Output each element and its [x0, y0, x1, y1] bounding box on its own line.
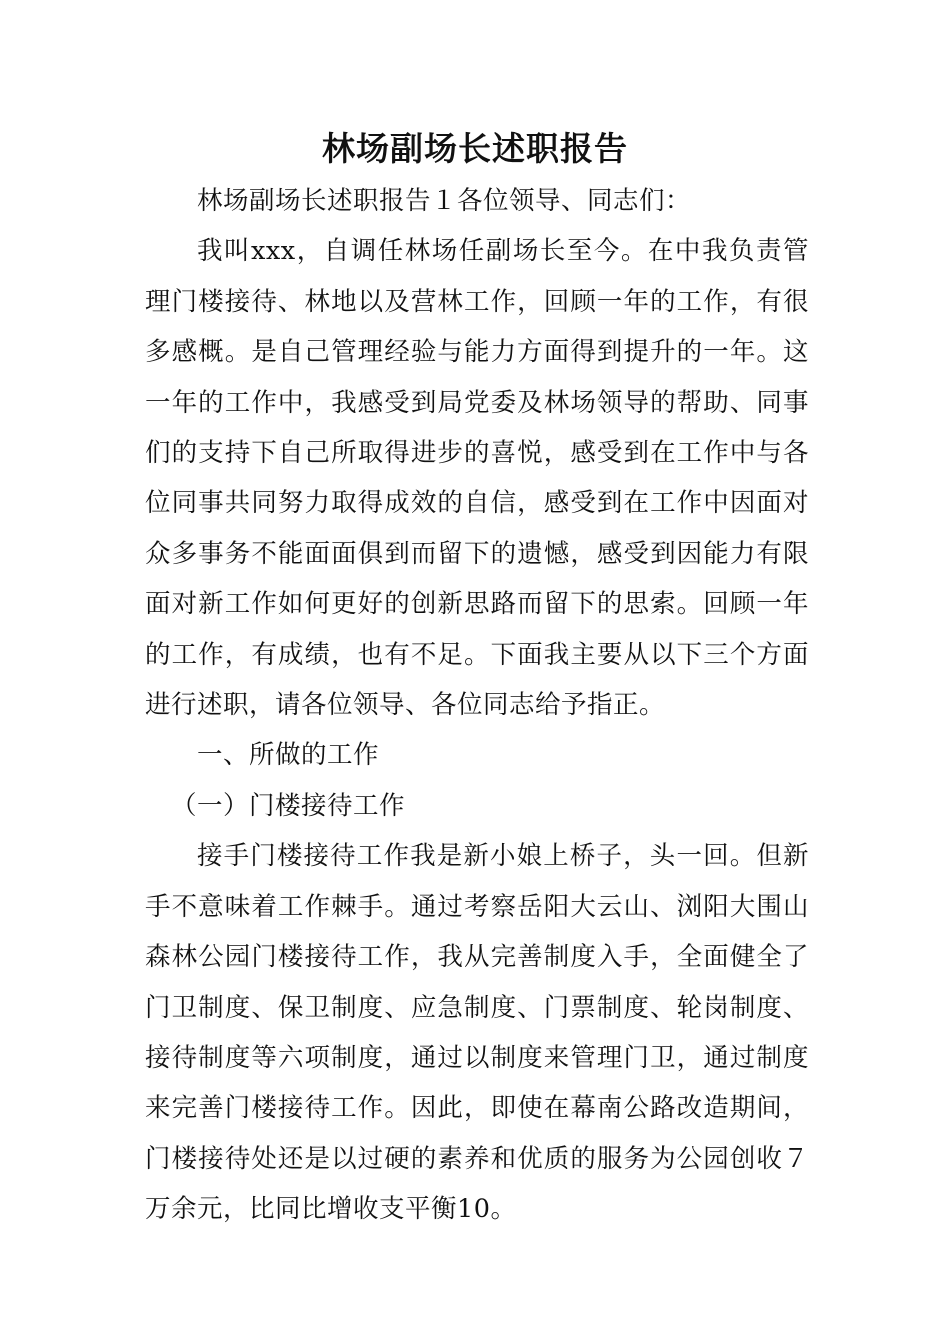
- section-heading-work-done: 一、所做的工作: [197, 740, 380, 771]
- subsection-heading-gate-reception: （一）门楼接待工作: [171, 790, 406, 821]
- document-body: [145, 176, 809, 1235]
- salutation-paragraph: 林场副场长述职报告１各位领导、同志们：: [197, 186, 692, 216]
- gate-reception-paragraph: 接手门楼接待工作我是新小娘上桥子，头一回。但新手不意味着工作棘手。通过考察岳阳大云山、浏阳大围山森林公园门楼接待工作，我从完善制度入手，全面健全了门卫制度、保卫制度、应急制度、门票制度、轮岗制度、接待制度等六项制度，通过以制度来管理门卫，通过制度来完善门楼接待工作。因此，即使在幕南公路改造期间，门楼接待处还是以过硬的素养和优质的服务为公园创收７万余元，比同比增收支平衡10。: [145, 841, 809, 1225]
- intro-paragraph: 我叫xxx，自调任林场任副场长至今。在中我负责管理门楼接待、林地以及营林工作，回顾一年的工作，有很多感概。是自己管理经验与能力方面得到提升的一年。这一年的工作中，我感受到局党委及林场领导的帮助、同事们的支持下自己所取得进步的喜悦，感受到在工作中与各位同事共同努力取得成效的自信，感受到在工作中因面对众多事务不能面面俱到而留下的遗憾，感受到因能力有限面对新工作如何更好的创新思路而留下的思索。回顾一年的工作，有成绩，也有不足。下面我主要从以下三个方面进行述职，请各位领导、各位同志给予指正。: [145, 236, 809, 721]
- document-title: 林场副场长述职报告: [322, 129, 628, 168]
